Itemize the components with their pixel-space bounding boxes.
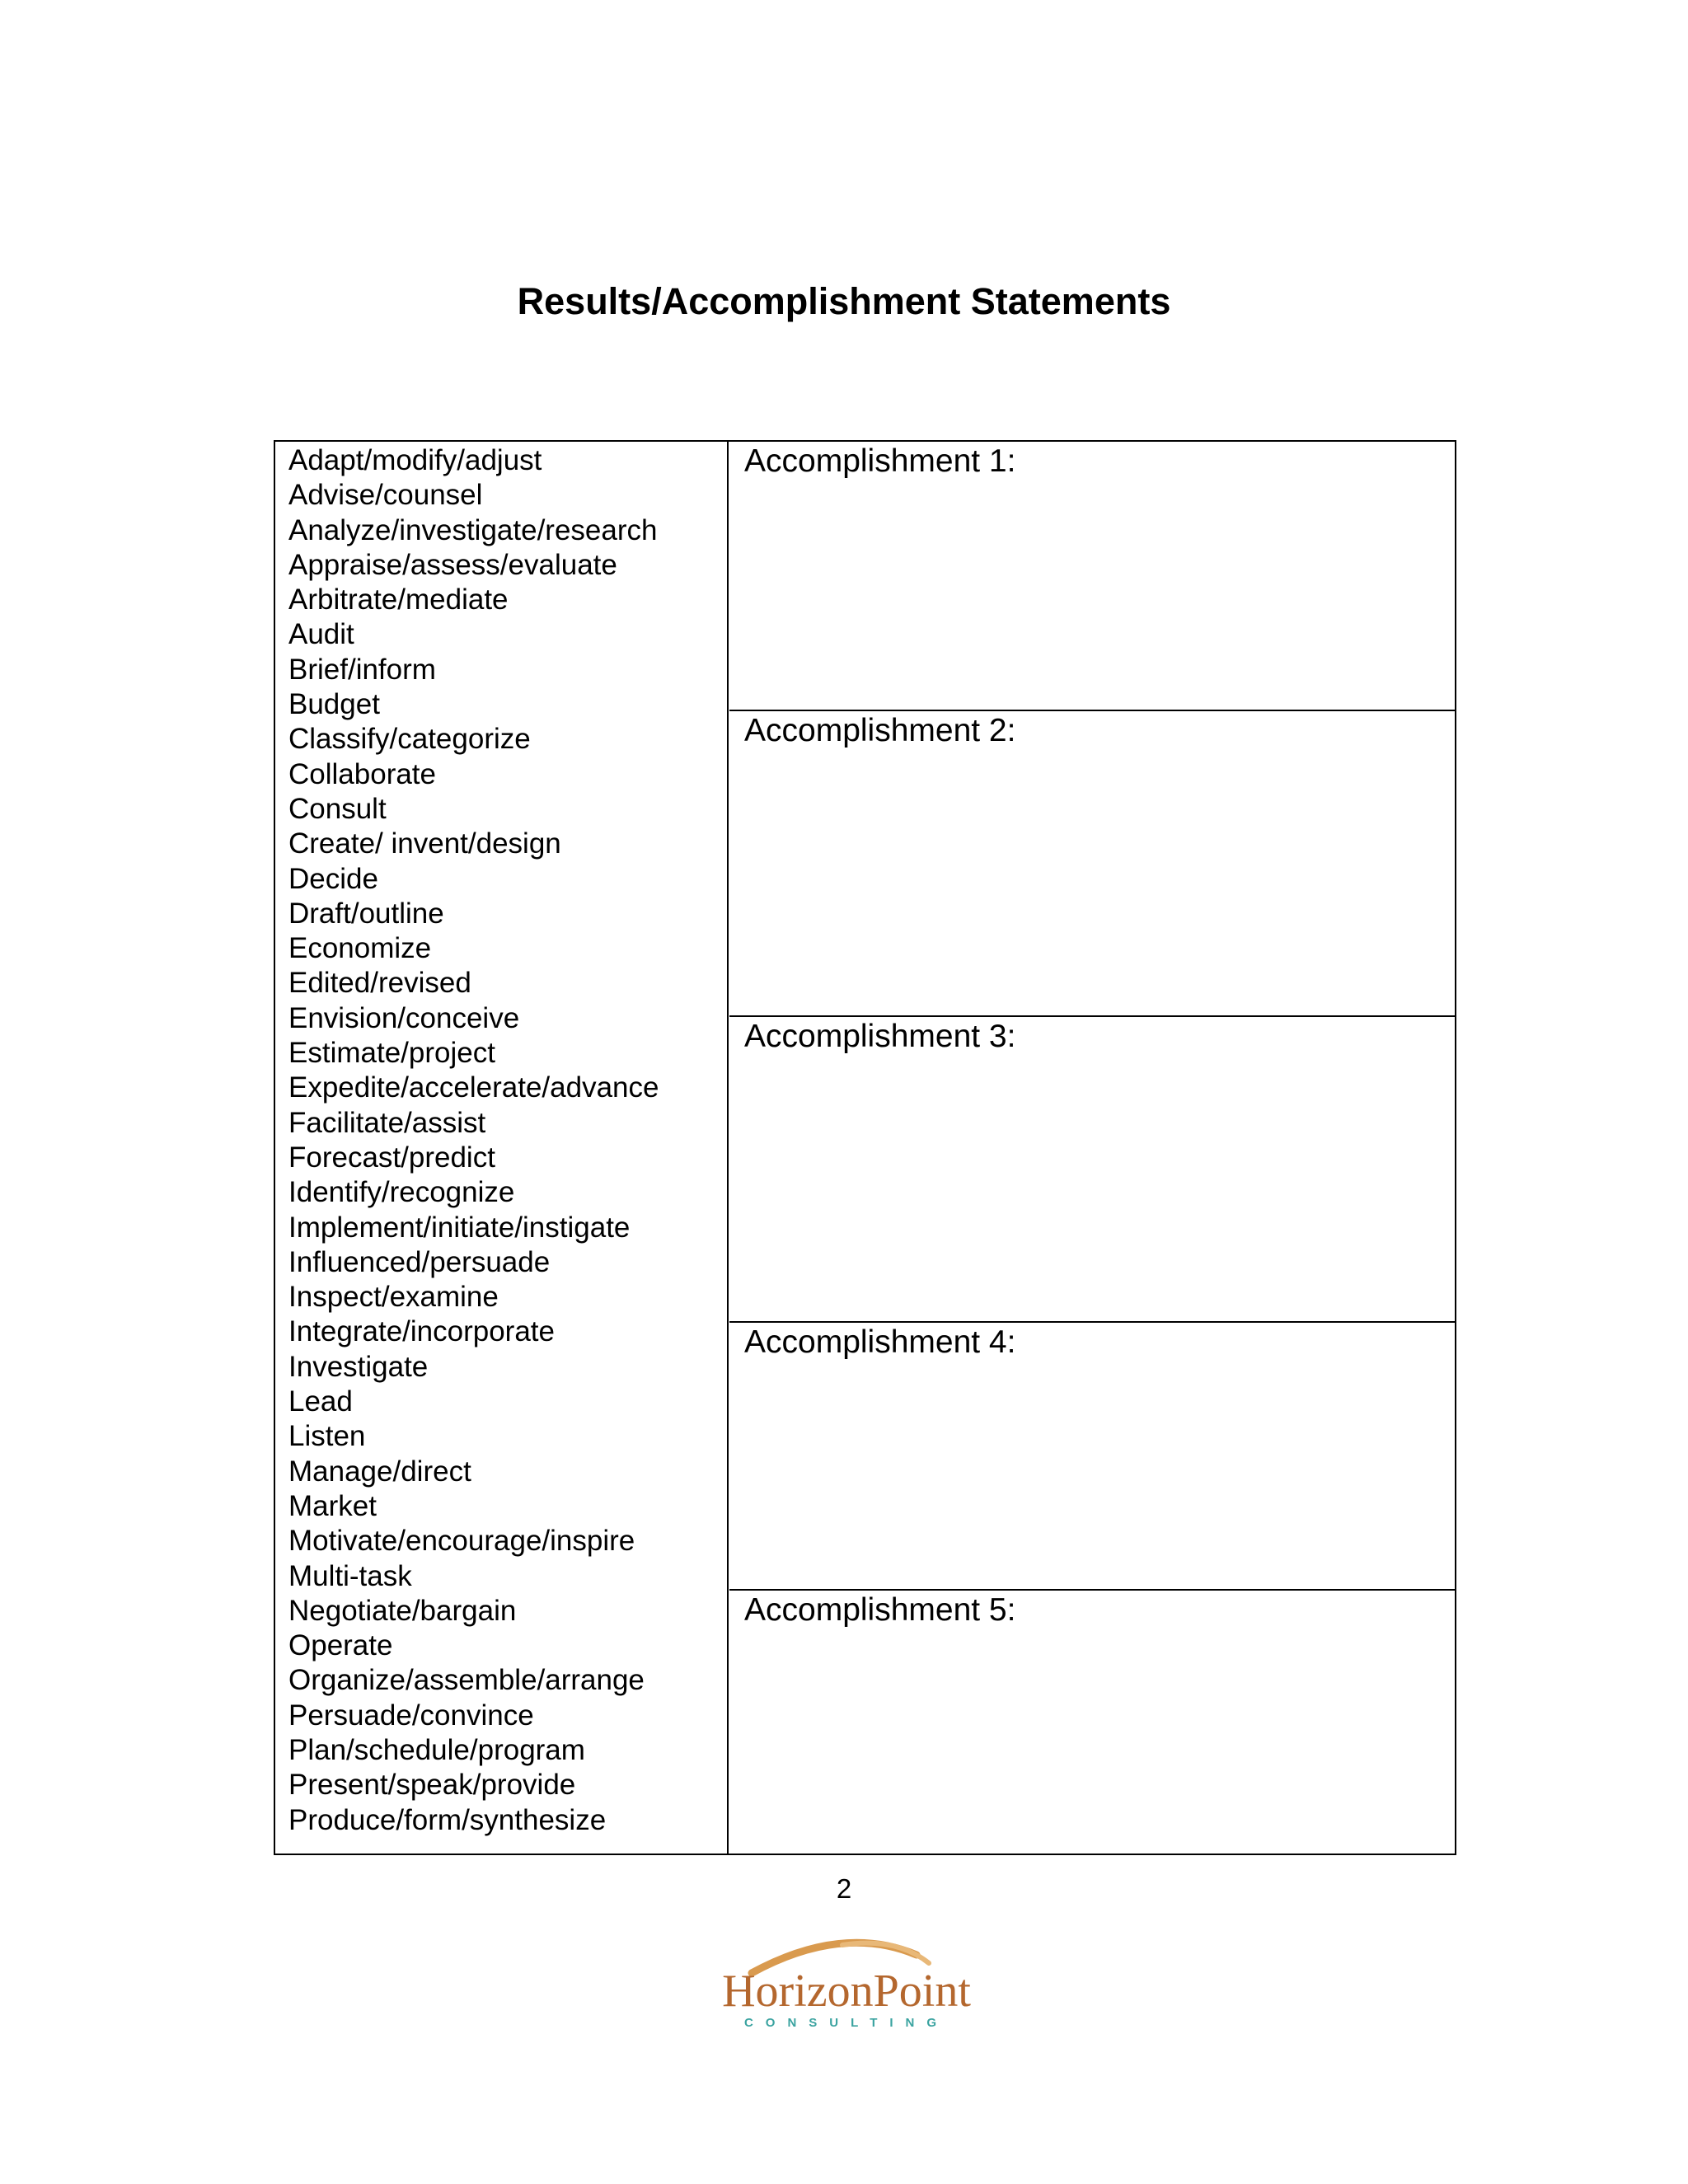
verb-item: Present/speak/provide [288, 1769, 576, 1802]
horizonpoint-logo [719, 1930, 974, 2029]
verb-item: Economize [288, 932, 432, 965]
verb-item: Facilitate/assist [288, 1106, 486, 1139]
verb-item: Adapt/modify/adjust [288, 444, 542, 476]
logo-name: HorizonPoint [722, 1966, 971, 2017]
verb-item: Brief/inform [288, 653, 436, 686]
verb-item: Lead [288, 1385, 353, 1418]
accomplishment-label: Accomplishment 4: [744, 1324, 1016, 1360]
accomplishment-label: Accomplishment 5: [744, 1592, 1016, 1628]
accomplishment-label: Accomplishment 3: [744, 1019, 1016, 1054]
verb-item: Influenced/persuade [288, 1245, 551, 1278]
verb-item: Produce/form/synthesize [288, 1803, 607, 1836]
page-number: 2 [836, 1873, 852, 1904]
accomplishment-1-cell[interactable] [729, 442, 1455, 710]
verb-item: Multi-task [288, 1559, 412, 1592]
statements-table [274, 440, 1456, 1855]
verb-item: Appraise/assess/evaluate [288, 548, 617, 581]
accomplishment-5-cell[interactable] [729, 1589, 1455, 1855]
verb-item: Organize/assemble/arrange [288, 1664, 645, 1697]
verb-item: Advise/counsel [288, 479, 483, 512]
verb-item: Inspect/examine [288, 1281, 499, 1314]
verb-item: Decide [288, 862, 378, 895]
verb-item: Collaborate [288, 757, 436, 790]
verb-item: Persuade/convince [288, 1699, 534, 1732]
verb-item: Listen [288, 1420, 366, 1453]
action-verb-list [275, 442, 729, 1854]
verb-item: Market [288, 1489, 377, 1522]
verb-item: Investigate [288, 1350, 429, 1383]
verb-item: Budget [288, 688, 380, 721]
verb-item: Expedite/accelerate/advance [288, 1071, 659, 1104]
verb-item: Integrate/incorporate [288, 1315, 555, 1348]
accomplishment-3-cell[interactable] [729, 1015, 1455, 1321]
verb-item: Manage/direct [288, 1455, 471, 1488]
verb-item: Arbitrate/mediate [288, 583, 509, 616]
verb-item: Draft/outline [288, 897, 444, 930]
verb-item: Forecast/predict [288, 1141, 495, 1174]
verb-item: Identify/recognize [288, 1176, 515, 1209]
verb-item: Plan/schedule/program [288, 1733, 585, 1766]
verb-item: Motivate/encourage/inspire [288, 1525, 635, 1558]
verb-item: Classify/categorize [288, 723, 531, 756]
verb-item: Operate [288, 1629, 393, 1662]
logo-tagline: CONSULTING [743, 2016, 950, 2030]
verb-item: Negotiate/bargain [288, 1594, 517, 1627]
accomplishment-label: Accomplishment 2: [744, 713, 1016, 748]
page-title: Results/Accomplishment Statements [517, 280, 1171, 322]
verb-item: Estimate/project [288, 1037, 495, 1070]
accomplishment-2-cell[interactable] [729, 710, 1455, 1015]
accomplishment-4-cell[interactable] [729, 1321, 1455, 1589]
verb-item: Analyze/investigate/research [288, 513, 658, 546]
verb-item: Audit [288, 618, 354, 651]
verb-item: Create/ invent/design [288, 827, 561, 860]
accomplishment-label: Accomplishment 1: [744, 443, 1016, 479]
verb-item: Edited/revised [288, 967, 471, 1000]
verb-item: Consult [288, 792, 387, 825]
verb-item: Implement/initiate/instigate [288, 1211, 631, 1244]
verb-item: Envision/conceive [288, 1001, 520, 1034]
